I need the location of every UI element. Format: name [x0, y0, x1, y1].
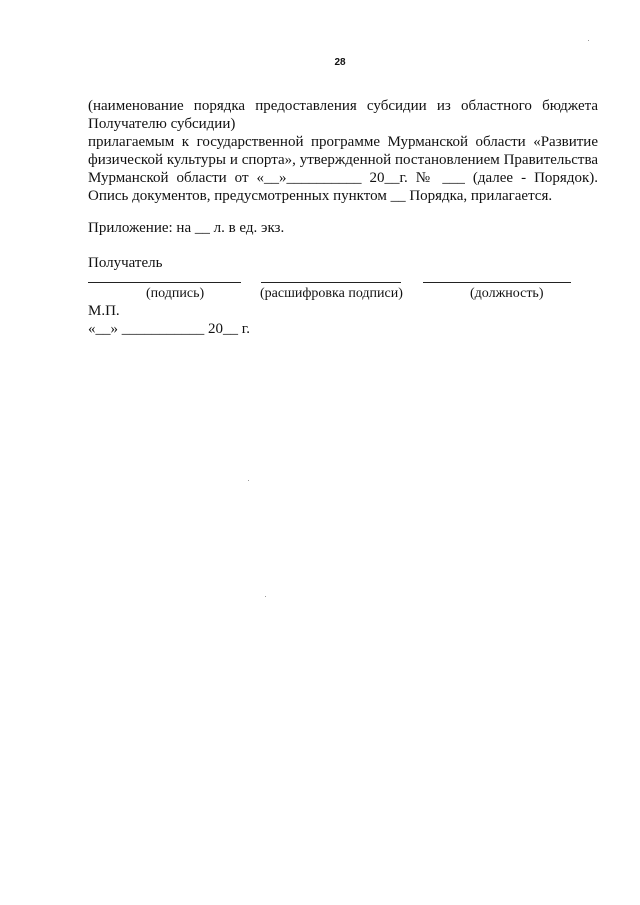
stamp-label: М.П. [88, 303, 120, 319]
inventory-paragraph: Опись документов, предусмотренных пунктом __ Порядка, прилагается. [88, 188, 553, 204]
text-line: (наименование порядка предоставления субсидии из областного бюджета [88, 98, 598, 114]
procedure-name-paragraph [88, 97, 598, 133]
signature-row [88, 282, 588, 302]
date-line: «__» ___________ 20__ г. [88, 321, 250, 337]
program-paragraph [88, 133, 598, 187]
recipient-label: Получатель [88, 255, 163, 271]
signature-line [88, 282, 241, 283]
scan-artifact [265, 596, 266, 597]
page-number: 28 [334, 57, 346, 68]
text-line: прилагаемым к государственной программе Мурманской области «Развитие [88, 134, 598, 150]
document-body [88, 97, 598, 205]
scan-artifact [588, 40, 589, 41]
scan-artifact [248, 480, 249, 481]
position-caption: (должность) [470, 286, 544, 301]
attachment-line: Приложение: на __ л. в ед. экз. [88, 220, 285, 236]
text-line: Получателю субсидии) [88, 116, 236, 132]
decoding-line [261, 282, 401, 283]
signature-caption: (подпись) [146, 286, 205, 301]
decoding-caption: (расшифровка подписи) [260, 286, 403, 301]
text-line: Мурманской области от «__»__________ 20__г. № ___ (далее - Порядок). [88, 170, 598, 186]
text-line: физической культуры и спорта», утвержденной постановлением Правительства [88, 152, 598, 168]
position-line [423, 282, 571, 283]
